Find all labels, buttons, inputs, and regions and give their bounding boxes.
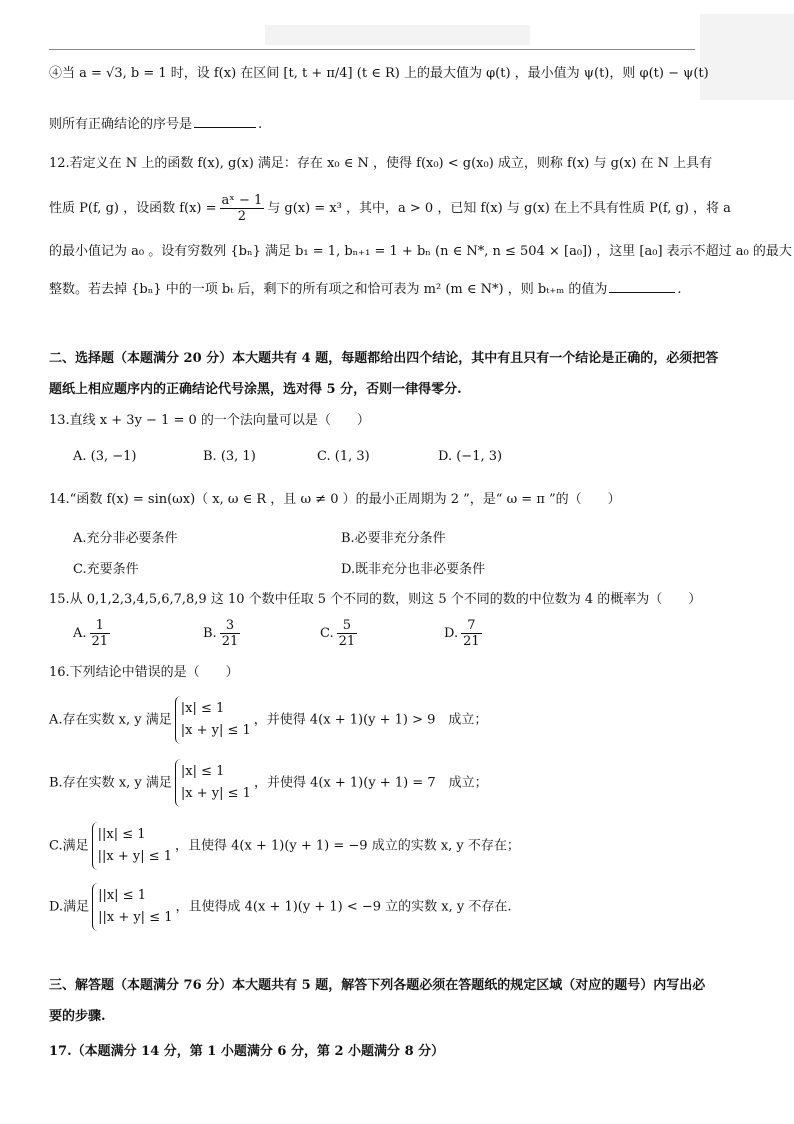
q16-d-system [92, 883, 172, 931]
q16-c-sys-line1: ||x| ≤ 1 [97, 827, 146, 842]
q16-c-system [92, 822, 172, 870]
q15-d-num: 7 [461, 618, 482, 634]
q16-option-c[interactable] [49, 822, 520, 870]
q12-line-2 [49, 193, 749, 224]
q16-stem: 16.下列结论中错误的是（ ） [49, 665, 239, 680]
q15-a-fraction [90, 618, 111, 649]
q16-c-post: ，且使得 4(x + 1)(y + 1) = −9 成立的实数 x, y 不存在； [175, 838, 520, 854]
q14-stem: 14.“函数 f(x) = sin(ωx)（ x, ω ∈ R ，且 ω ≠ 0 ）的最小正周期为 2 ”，是“ ω = π ”的（ ） [49, 492, 621, 507]
q13-option-b[interactable]: B. (3, 1) [203, 449, 256, 464]
q14-option-a[interactable]: A.充分非必要条件 [73, 531, 178, 546]
q15-b-label: B. [203, 626, 217, 641]
scan-smudge-top [265, 25, 530, 45]
q12-line-1: 12.若定义在 N 上的函数 f(x), g(x) 满足：存在 x₀ ∈ N ，使得 f(x₀) < g(x₀) 成立，则称 f(x) 与 g(x) 在 N 上具有 [49, 156, 713, 171]
section3-heading-line2: 要的步骤. [49, 1009, 106, 1024]
q16-a-post: ，并使得 4(x + 1)(y + 1) > 9 成立； [253, 712, 488, 728]
q14-option-c[interactable]: C.充要条件 [73, 562, 139, 577]
q16-a-system [175, 696, 251, 744]
q15-d-label: D. [444, 626, 459, 641]
q11-end-text: 则所有正确结论的序号是 [49, 117, 193, 132]
q12-line-4: 整数。若去掉 {bₙ} 中的一项 bₜ 后，剩下的所有项之和恰可表为 m² (m ∈ N*) ，则 bₜ₊ₘ 的值为 [49, 282, 608, 297]
q12-frac-num: aˣ − 1 [221, 193, 263, 208]
q12-fraction [220, 193, 265, 224]
q15-option-a[interactable] [73, 618, 113, 649]
q13-option-c[interactable]: C. (1, 3) [317, 449, 370, 464]
q14-option-b[interactable]: B.必要非充分条件 [341, 531, 446, 546]
scan-smudge-right [700, 14, 794, 100]
q13-stem: 13.直线 x + 3y − 1 = 0 的一个法向量可以是（ ） [49, 413, 370, 428]
section3-heading-line1: 三、解答题（本题满分 76 分）本大题共有 5 题，解答下列各题必须在答题纸的规定区域（对应的题号）内写出必 [49, 978, 706, 993]
q16-b-sys-line2: |x + y| ≤ 1 [180, 786, 251, 801]
q11-answer-blank[interactable] [194, 127, 256, 128]
q15-a-label: A. [73, 626, 87, 641]
q12-line-2b: 与 g(x) = x³ ，其中，a > 0 ，已知 f(x) 与 g(x) 在上不具有性质 P(f, g) ，将 a [267, 201, 731, 216]
q15-c-label: C. [320, 626, 334, 641]
q15-b-den: 21 [221, 634, 239, 649]
q16-c-sys-line2: ||x + y| ≤ 1 [97, 849, 173, 864]
q16-option-a[interactable] [49, 696, 487, 744]
q12-frac-den: 2 [237, 209, 247, 224]
q15-option-c[interactable] [320, 618, 360, 649]
q17-heading: 17.（本题满分 14 分，第 1 小题满分 6 分，第 2 小题满分 8 分） [49, 1044, 445, 1059]
q16-a-pre: A.存在实数 x, y 满足 [49, 712, 172, 728]
q13-option-a[interactable]: A. (3, −1) [73, 449, 137, 464]
q15-d-den: 21 [463, 634, 480, 649]
q15-c-num: 5 [337, 618, 358, 634]
q12-line-4-wrap: 整数。若去掉 {bₙ} 中的一项 bₜ 后，剩下的所有项之和恰可表为 m² (m ∈ N*) ，则 bₜ₊ₘ 的值为 . [49, 282, 682, 297]
q15-a-den: 21 [91, 634, 109, 649]
section2-heading-line2: 题纸上相应题序内的正确结论代号涂黑，选对得 5 分，否则一律得零分. [49, 382, 462, 397]
q16-b-pre: B.存在实数 x, y 满足 [49, 775, 172, 791]
q15-b-fraction [220, 618, 241, 649]
q15-option-d[interactable] [444, 618, 485, 649]
q16-b-post: ，并使得 4(x + 1)(y + 1) = 7 成立； [253, 775, 488, 791]
q16-c-pre: C.满足 [49, 838, 89, 854]
header-rule [49, 49, 695, 50]
q16-d-pre: D.满足 [49, 899, 90, 915]
q15-a-num: 1 [90, 618, 111, 634]
q15-c-fraction [337, 618, 358, 649]
q16-a-sys-line1: |x| ≤ 1 [180, 701, 225, 716]
q16-b-system [175, 759, 251, 807]
q16-d-sys-line2: ||x + y| ≤ 1 [98, 910, 173, 925]
q16-d-sys-line1: ||x| ≤ 1 [98, 888, 146, 903]
q14-option-d[interactable]: D.既非充分也非必要条件 [341, 562, 486, 577]
q11-item-4: ④当 a = √3, b = 1 时，设 f(x) 在区间 [t, t + π/4] (t ∈ R) 上的最大值为 φ(t) ，最小值为 ψ(t)，则 φ(t) − ψ(t) [49, 66, 709, 81]
q16-option-d[interactable] [49, 883, 512, 931]
q12-line-3: 的最小值记为 a₀ 。设有穷数列 {bₙ} 满足 b₁ = 1, bₙ₊₁ = 1 + bₙ (n ∈ N*, n ≤ 504 × [a₀]) ，这里 [a₀] 表示不超过 a₀ 的最大 [49, 244, 792, 259]
q15-stem: 15.从 0,1,2,3,4,5,6,7,8,9 这 10 个数中任取 5 个不同的数，则这 5 个不同的数的中位数为 4 的概率为（ ） [49, 592, 702, 607]
q16-a-sys-line2: |x + y| ≤ 1 [180, 723, 251, 738]
q16-b-sys-line1: |x| ≤ 1 [180, 764, 225, 779]
q15-d-fraction [461, 618, 482, 649]
q15-c-den: 21 [338, 634, 356, 649]
q12-line-2a: 性质 P(f, g) ，设函数 f(x) = [49, 201, 217, 216]
q13-option-d[interactable]: D. (−1, 3) [438, 449, 503, 464]
q15-b-num: 3 [220, 618, 241, 634]
section2-heading-line1: 二、选择题（本题满分 20 分）本大题共有 4 题，每题都给出四个结论，其中有且只有一个结论是正确的，必须把答 [49, 351, 719, 366]
q16-d-post: ，且使得成 4(x + 1)(y + 1) < −9 立的实数 x, y 不存在. [175, 899, 512, 915]
q16-option-b[interactable] [49, 759, 488, 807]
q15-option-b[interactable] [203, 618, 243, 649]
q12-answer-blank[interactable] [609, 292, 675, 293]
q11-answer-line: 则所有正确结论的序号是 . [49, 117, 263, 132]
